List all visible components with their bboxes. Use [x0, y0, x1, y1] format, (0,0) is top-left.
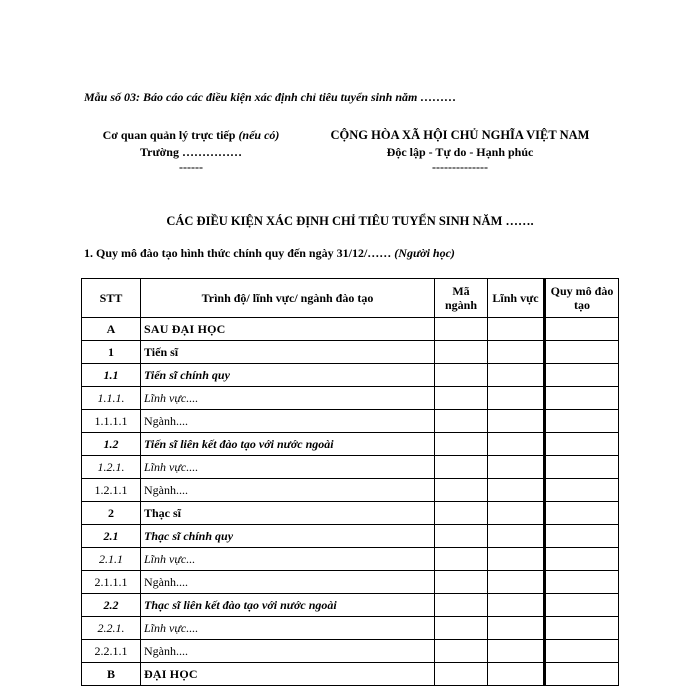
row-name: Ngành.... — [141, 571, 435, 594]
row-field — [488, 433, 545, 456]
row-field — [488, 387, 545, 410]
row-stt: 2 — [82, 502, 141, 525]
row-scale — [545, 318, 619, 341]
row-name: Lĩnh vực.... — [141, 456, 435, 479]
row-name: Lĩnh vực.... — [141, 387, 435, 410]
row-field — [488, 479, 545, 502]
row-stt: 1.2 — [82, 433, 141, 456]
row-scale — [545, 364, 619, 387]
row-scale — [545, 617, 619, 640]
row-stt: 2.1.1.1 — [82, 571, 141, 594]
row-stt: A — [82, 318, 141, 341]
row-name: Ngành.... — [141, 640, 435, 663]
row-code — [435, 318, 488, 341]
row-scale — [545, 341, 619, 364]
section-1-note: (Người học) — [394, 246, 455, 260]
table-row — [82, 663, 619, 686]
row-stt: 2.2 — [82, 594, 141, 617]
row-name: Lĩnh vực... — [141, 548, 435, 571]
row-field — [488, 594, 545, 617]
row-name: Ngành.... — [141, 410, 435, 433]
row-code — [435, 617, 488, 640]
motto: Độc lập - Tự do - Hạnh phúc — [386, 145, 534, 159]
row-code — [435, 387, 488, 410]
row-code — [435, 525, 488, 548]
section-1-text: 1. Quy mô đào tạo hình thức chính quy đến ngày 31/12/…… — [84, 246, 395, 260]
row-code — [435, 640, 488, 663]
table-row — [82, 410, 619, 433]
row-scale — [545, 571, 619, 594]
section-1-title — [84, 246, 455, 261]
row-code — [435, 594, 488, 617]
row-field — [488, 502, 545, 525]
row-stt: 2.2.1.1 — [82, 640, 141, 663]
row-stt: 1.1.1.1 — [82, 410, 141, 433]
agency-label: Cơ quan quản lý trực tiếp — [102, 128, 239, 142]
row-stt: 1 — [82, 341, 141, 364]
row-name: Tiến sĩ chính quy — [141, 364, 435, 387]
row-scale — [545, 663, 619, 686]
row-scale — [545, 594, 619, 617]
header-right — [310, 127, 610, 173]
table-row — [82, 571, 619, 594]
row-scale — [545, 479, 619, 502]
header-name: Trình độ/ lĩnh vực/ ngành đào tạo — [141, 279, 435, 318]
agency-note: (nếu có) — [238, 128, 280, 142]
row-scale — [545, 502, 619, 525]
row-scale — [545, 387, 619, 410]
row-code — [435, 341, 488, 364]
row-field — [488, 525, 545, 548]
row-name: Tiến sĩ liên kết đào tạo với nước ngoài — [141, 433, 435, 456]
row-code — [435, 548, 488, 571]
table-row — [82, 364, 619, 387]
row-name: ĐẠI HỌC — [141, 663, 435, 686]
row-name: Lĩnh vực.... — [141, 617, 435, 640]
table-row — [82, 525, 619, 548]
row-scale — [545, 433, 619, 456]
header-code: Mã ngành — [435, 279, 488, 318]
row-field — [488, 640, 545, 663]
row-stt: B — [82, 663, 141, 686]
row-code — [435, 456, 488, 479]
header-field: Lĩnh vực — [488, 279, 545, 318]
agency-line — [84, 127, 298, 144]
row-code — [435, 433, 488, 456]
header-stt: STT — [82, 279, 141, 318]
nation-name: CỘNG HÒA XÃ HỘI CHỦ NGHĨA VIỆT NAM — [330, 128, 590, 142]
table-row — [82, 433, 619, 456]
row-scale — [545, 548, 619, 571]
row-stt: 2.1.1 — [82, 548, 141, 571]
row-scale — [545, 456, 619, 479]
row-scale — [545, 525, 619, 548]
row-field — [488, 318, 545, 341]
row-field — [488, 548, 545, 571]
row-stt: 2.1 — [82, 525, 141, 548]
header-left — [84, 127, 298, 173]
right-separator: -------------- — [432, 160, 488, 174]
row-field — [488, 456, 545, 479]
training-scale-table — [81, 278, 619, 686]
row-field — [488, 571, 545, 594]
row-name: Tiến sĩ — [141, 341, 435, 364]
row-field — [488, 364, 545, 387]
row-name: Thạc sĩ liên kết đào tạo với nước ngoài — [141, 594, 435, 617]
row-field — [488, 341, 545, 364]
table-row — [82, 318, 619, 341]
row-name: Thạc sĩ chính quy — [141, 525, 435, 548]
row-stt: 1.1.1. — [82, 387, 141, 410]
row-scale — [545, 640, 619, 663]
table-header-row — [82, 279, 619, 318]
row-field — [488, 410, 545, 433]
row-stt: 1.2.1. — [82, 456, 141, 479]
row-name: SAU ĐẠI HỌC — [141, 318, 435, 341]
row-scale — [545, 410, 619, 433]
row-name: Thạc sĩ — [141, 502, 435, 525]
row-field — [488, 663, 545, 686]
row-stt: 1.1 — [82, 364, 141, 387]
table-row — [82, 594, 619, 617]
header-scale: Quy mô đào tạo — [545, 279, 619, 318]
table-row — [82, 640, 619, 663]
table-row — [82, 341, 619, 364]
table-body — [82, 318, 619, 686]
table-row — [82, 548, 619, 571]
row-code — [435, 364, 488, 387]
table-row — [82, 617, 619, 640]
school-line: Trường …………… — [140, 145, 242, 159]
row-stt: 2.2.1. — [82, 617, 141, 640]
row-code — [435, 479, 488, 502]
table-row — [82, 479, 619, 502]
row-name: Ngành.... — [141, 479, 435, 502]
form-title: Mẫu số 03: Báo cáo các điều kiện xác định chỉ tiêu tuyển sinh năm ……… — [84, 90, 457, 104]
table-row — [82, 456, 619, 479]
table-row — [82, 387, 619, 410]
row-code — [435, 663, 488, 686]
row-code — [435, 410, 488, 433]
row-stt: 1.2.1.1 — [82, 479, 141, 502]
row-field — [488, 617, 545, 640]
row-code — [435, 571, 488, 594]
row-code — [435, 502, 488, 525]
table-row — [82, 502, 619, 525]
main-title: CÁC ĐIỀU KIỆN XÁC ĐỊNH CHỈ TIÊU TUYỂN SINH NĂM ……. — [166, 214, 534, 228]
left-separator: ------ — [179, 160, 203, 174]
